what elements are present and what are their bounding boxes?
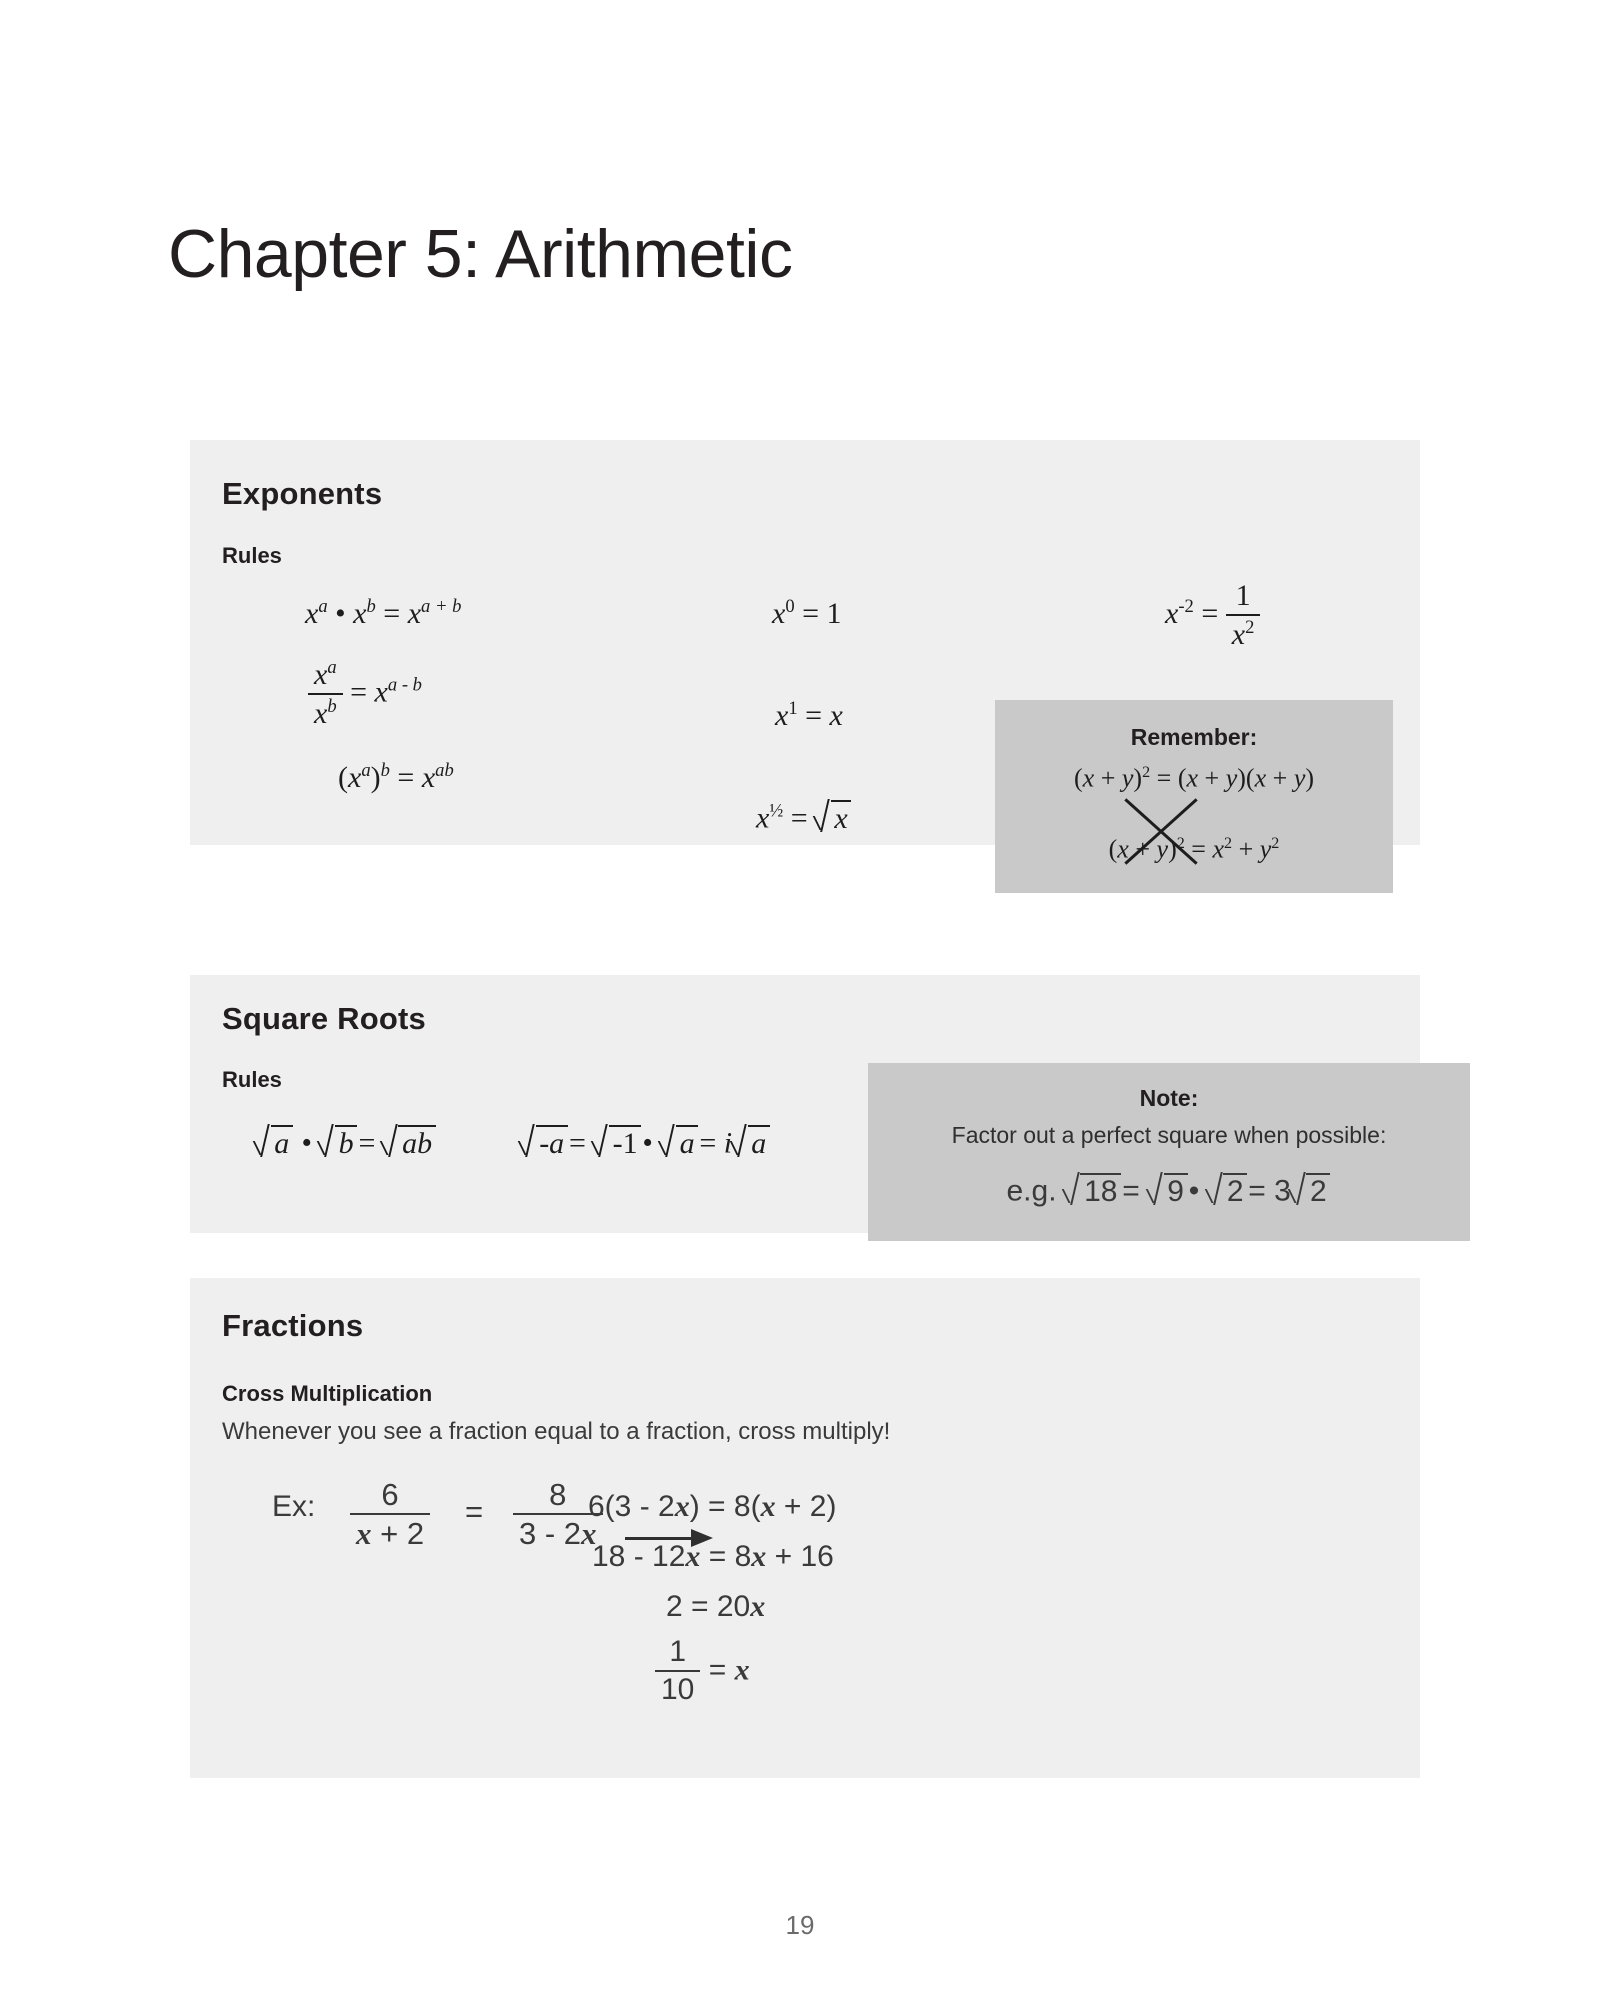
numerator: 6: [381, 1477, 399, 1512]
term-negative-a: -a: [539, 1126, 565, 1160]
sqrt-radical: [593, 1123, 641, 1159]
term-x: x: [1117, 834, 1129, 864]
page-title: Chapter 5: Arithmetic: [168, 216, 793, 292]
exp-negative-two: -2: [1178, 595, 1194, 617]
eg-label: e.g.: [1006, 1174, 1057, 1208]
right-paren: ): [370, 761, 381, 794]
equals-sign: =: [350, 675, 368, 709]
fractions-heading: Fractions: [222, 1308, 364, 1343]
equals-sign: =: [699, 1126, 717, 1160]
rule-negative-exponent: [1165, 580, 1260, 652]
numerator: 1: [669, 1635, 687, 1668]
fraction-one-over-ten: [655, 1636, 700, 1707]
sqrt-radical: [1065, 1171, 1121, 1207]
exp-two: 2: [1176, 834, 1185, 852]
equals-sign: =: [1248, 1174, 1266, 1208]
example-left-fraction: [350, 1478, 430, 1551]
sqrt-radical: [1148, 1171, 1187, 1207]
plus-sign: +: [1272, 763, 1288, 793]
callout-remember: [995, 700, 1393, 893]
plus-sign: +: [1100, 763, 1116, 793]
note-text: Factor out a perfect square when possible:: [951, 1122, 1387, 1148]
dot-operator: •: [642, 1126, 653, 1160]
equals-sign: =: [802, 597, 820, 630]
square-roots-heading: Square Roots: [222, 1001, 426, 1036]
cross-multiplication-description: Whenever you see a fraction equal to a fraction, cross multiply!: [222, 1418, 891, 1445]
example-equals-sign: =: [465, 1494, 484, 1529]
sqrt-radical: [1291, 1171, 1330, 1207]
sqrt-radical: [660, 1123, 698, 1159]
arrow-right-icon: [625, 1528, 715, 1548]
term-y: y: [1156, 834, 1169, 864]
term-x: x: [374, 675, 388, 709]
rule-product: [305, 598, 461, 629]
term-x: x: [353, 597, 367, 630]
right-paren: ): [1168, 834, 1177, 864]
term-b: b: [338, 1126, 354, 1160]
exp-a: a: [361, 760, 371, 781]
cross-out-x-icon: [1113, 782, 1209, 878]
solution-step-3: 2 = 20x: [666, 1590, 766, 1623]
equals-sign: =: [1201, 596, 1219, 630]
equals-sign: =: [1122, 1174, 1140, 1208]
sqrt-radical: [255, 1123, 293, 1159]
term-x: x: [775, 699, 789, 732]
value-one: 1: [826, 597, 842, 630]
term-x: x: [314, 658, 328, 691]
left-paren: (: [338, 761, 348, 794]
cross-multiplication-subheading: Cross Multiplication: [222, 1381, 433, 1406]
callout-note: [868, 1063, 1470, 1241]
denominator: 10: [655, 1670, 700, 1706]
sqrt-radical: [383, 1123, 436, 1159]
term-x: x: [1165, 596, 1179, 630]
fraction-x-a-over-x-b: [308, 658, 343, 731]
equals-sign: =: [1191, 834, 1206, 864]
rule-imaginary-root: [520, 1123, 771, 1159]
left-paren: (: [1108, 834, 1118, 864]
panel-fractions: [190, 1278, 1420, 1778]
plus-sign: +: [1204, 763, 1220, 793]
solution-step-4: $\frac{1}{10}$ = x: [655, 1636, 750, 1707]
denominator: 3 - 2x: [513, 1513, 603, 1550]
left-paren: (: [1177, 763, 1187, 793]
rule-power: [338, 762, 454, 793]
exponents-heading: Exponents: [222, 476, 383, 511]
exp-two: 2: [1271, 834, 1280, 852]
term-x: x: [1082, 763, 1095, 793]
value-nine: 9: [1167, 1174, 1184, 1208]
term-x: x: [1212, 834, 1225, 864]
term-y: y: [1259, 834, 1272, 864]
denominator: x + 2: [350, 1513, 430, 1550]
term-y: y: [1225, 763, 1238, 793]
right-paren: ): [1237, 763, 1246, 793]
exp-b: b: [380, 760, 390, 781]
term-y: y: [1121, 763, 1134, 793]
term-x: x: [834, 801, 848, 835]
value-two: 2: [1310, 1174, 1327, 1208]
term-x: x: [829, 699, 843, 732]
rule-half-exponent: [756, 798, 853, 834]
term-x: x: [421, 761, 436, 794]
term-a: a: [274, 1126, 290, 1160]
example-label: Ex:: [272, 1490, 316, 1523]
exp-ab: ab: [435, 760, 454, 781]
term-x: x: [348, 761, 362, 794]
rule-zero-exponent: [772, 598, 842, 629]
equals-sign: =: [790, 801, 808, 835]
exp-one: 1: [788, 698, 798, 719]
solution-step-1: 6(3 - 2x) = 8(x + 2): [588, 1490, 837, 1523]
equals-sign: =: [383, 597, 401, 630]
equals-sign: =: [1156, 763, 1172, 793]
note-example: [868, 1171, 1470, 1207]
exp-zero: 0: [785, 596, 795, 617]
remember-title: Remember:: [1130, 724, 1258, 750]
dot-operator: •: [1188, 1174, 1200, 1208]
term-x: x: [772, 597, 786, 630]
exp-a-plus-b: a + b: [421, 596, 462, 617]
rule-quotient: [308, 658, 422, 731]
equals-sign: =: [397, 761, 415, 794]
right-paren: ): [1133, 763, 1143, 793]
fraction-one-over-x-squared: [1226, 580, 1261, 652]
term-ab: ab: [402, 1126, 433, 1160]
rule-one-exponent: [775, 700, 843, 731]
solution-step-2: 18 - 12x = 8x + 16: [592, 1540, 834, 1573]
plus-sign: +: [1135, 834, 1151, 864]
remember-identity-correct: [995, 765, 1393, 792]
term-x: x: [1254, 763, 1267, 793]
sqrt-radical: [520, 1123, 568, 1159]
square-roots-rules-subheading: Rules: [222, 1067, 282, 1092]
value-two: 2: [1226, 1174, 1244, 1208]
exp-two: 2: [1245, 617, 1255, 639]
page-number: 19: [785, 1910, 815, 1940]
term-x: x: [314, 697, 328, 731]
exp-two: 2: [1224, 834, 1233, 852]
numerator-one: 1: [1235, 579, 1251, 612]
exp-a: a: [318, 596, 328, 617]
term-y: y: [1293, 763, 1306, 793]
left-paren: (: [1245, 763, 1255, 793]
note-title: Note:: [1139, 1085, 1199, 1111]
exp-a-minus-b: a - b: [387, 674, 422, 696]
equals-sign: =: [358, 1126, 376, 1160]
dot-operator: •: [335, 597, 346, 630]
term-i: i: [723, 1126, 733, 1160]
dot-operator: •: [301, 1126, 312, 1160]
exp-half: ½: [769, 800, 784, 822]
sqrt-radical: [1208, 1171, 1247, 1207]
term-x: x: [305, 597, 319, 630]
term-x: x: [1186, 763, 1199, 793]
value-eighteen: 18: [1084, 1174, 1118, 1208]
term-negative-one: -1: [612, 1126, 638, 1160]
exp-a: a: [327, 657, 337, 678]
value-three: 3: [1274, 1174, 1291, 1208]
sqrt-radical: [319, 1123, 357, 1159]
sqrt-radical: [732, 1123, 770, 1159]
sqrt-radical: [815, 798, 851, 834]
exponents-rules-subheading: Rules: [222, 543, 282, 568]
numerator: 8: [549, 1477, 567, 1512]
term-x: x: [407, 597, 422, 630]
exp-b: b: [327, 696, 337, 718]
equals-sign: =: [568, 1126, 586, 1160]
plus-sign: +: [1238, 834, 1254, 864]
exp-two: 2: [1142, 764, 1151, 781]
rule-product-of-roots: [255, 1123, 437, 1159]
term-x: x: [1231, 618, 1246, 652]
equals-sign: =: [805, 699, 823, 732]
remember-identity-incorrect: [995, 836, 1393, 863]
left-paren: (: [1073, 763, 1083, 793]
term-a: a: [751, 1126, 767, 1160]
right-paren: ): [1305, 763, 1315, 793]
exp-b: b: [366, 596, 376, 617]
term-x: x: [756, 801, 770, 835]
term-a: a: [679, 1126, 695, 1160]
fraction-6-over-x-plus-2: [350, 1478, 430, 1551]
